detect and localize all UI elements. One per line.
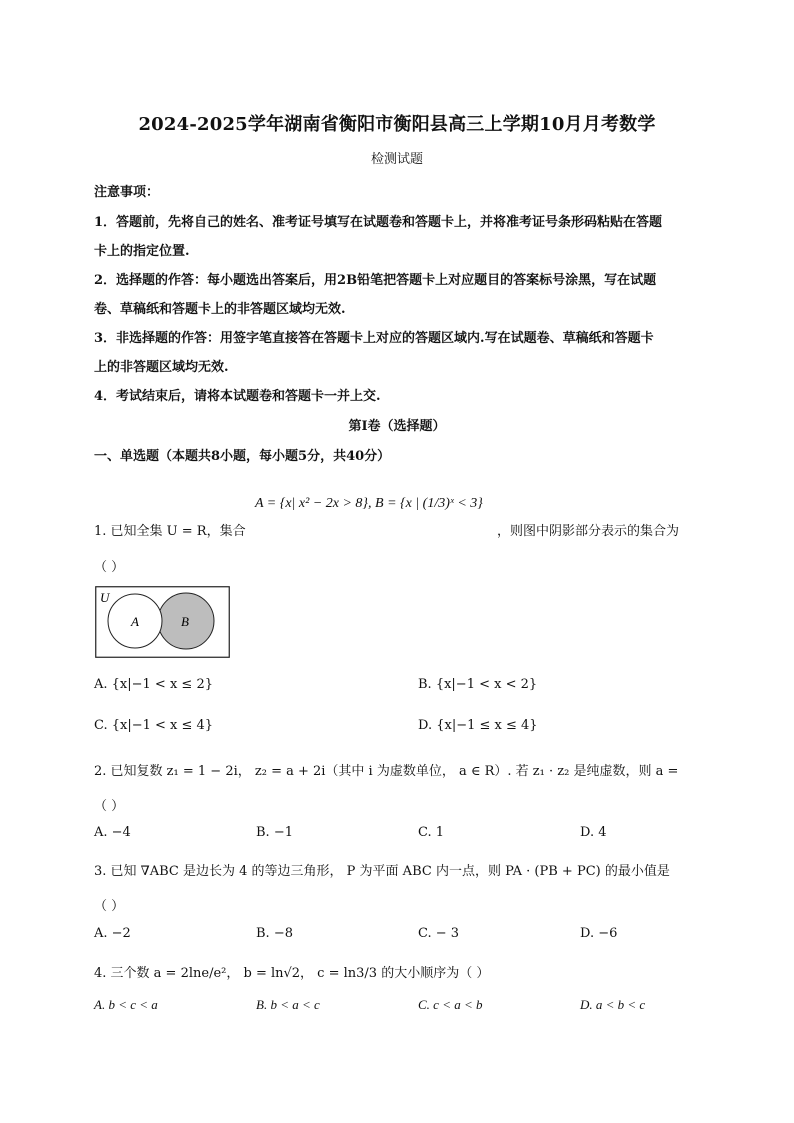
q1-option-c: C. {x|−1 < x ≤ 4}: [94, 718, 214, 733]
q4-stem: 4. 三个数 a = 2lne/e²， b = ln√2， c = ln3/3 的大小顺序为（ ）: [94, 966, 490, 981]
q2-stem: 2. 已知复数 z₁ = 1 − 2i， z₂ = a + 2i（其中 i 为虚数单位， a ∈ R）. 若 z₁ · z₂ 是纯虚数，则 a =: [94, 764, 679, 779]
q3-option-d: D. −6: [580, 926, 618, 941]
q1-option-d: D. {x|−1 ≤ x ≤ 4}: [418, 718, 538, 733]
page-title: 2024-2025学年湖南省衡阳市衡阳县高三上学期10月月考数学: [138, 114, 656, 135]
q3-option-c: C. − 3: [418, 926, 460, 941]
q3-stem: 3. 已知 ∇ABC 是边长为 4 的等边三角形， P 为平面 ABC 内一点，则 PA · (PB + PC) 的最小值是: [94, 864, 670, 879]
note-line-3: 2．选择题的作答：每小题选出答案后，用2B铅笔把答题卡上对应题目的答案标号涂黑，写在试题: [94, 273, 657, 288]
q1-option-a: A. {x|−1 < x ≤ 2}: [94, 677, 213, 692]
note-line-2: 卡上的指定位置.: [94, 244, 190, 259]
venn-label-b: B: [181, 614, 189, 629]
q3-option-a: A. −2: [94, 926, 131, 941]
q2-option-c: C. 1: [418, 825, 445, 840]
note-line-1: 1．答题前，先将自己的姓名、准考证号填写在试题卷和答题卡上，并将准考证号条形码粘贴在答题: [94, 215, 663, 230]
q4-option-d: D. a < b < c: [580, 997, 646, 1012]
q1-stem-suffix: ，则图中阴影部分表示的集合为: [497, 524, 680, 539]
q2-paren: （ ）: [94, 799, 125, 814]
q2-option-d: D. 4: [580, 825, 607, 840]
q1-stem-prefix: 1. 已知全集 U = R，集合: [94, 524, 246, 539]
note-line-6: 上的非答题区域均无效.: [94, 360, 229, 375]
venn-label-u: U: [100, 590, 110, 605]
q4-option-c: C. c < a < b: [418, 997, 483, 1012]
venn-diagram: [95, 586, 230, 658]
note-line-7: 4．考试结束后，请将本试题卷和答题卡一并上交.: [94, 389, 381, 404]
q4-option-b: B. b < a < c: [256, 997, 320, 1012]
q3-paren: （ ）: [94, 899, 125, 914]
q4-option-a: A. b < c < a: [94, 997, 158, 1012]
venn-label-a: A: [131, 614, 139, 629]
note-line-4: 卷、草稿纸和答题卡上的非答题区域均无效.: [94, 302, 346, 317]
q1-option-b: B. {x|−1 < x < 2}: [418, 677, 538, 692]
q3-option-b: B. −8: [256, 926, 293, 941]
q1-set-definition: A = {x| x² − 2x > 8}, B = {x | (1/3)ˣ < 3}: [255, 496, 483, 511]
part-heading: 一、单选题（本题共8小题，每小题5分，共40分）: [94, 449, 391, 464]
section-label: 第Ⅰ卷（选择题）: [348, 419, 446, 434]
q2-option-b: B. −1: [256, 825, 293, 840]
q2-option-a: A. −4: [94, 825, 131, 840]
note-line-5: 3．非选择题的作答：用签字笔直接答在答题卡上对应的答题区域内.写在试题卷、草稿纸和答题卡: [94, 331, 654, 346]
notes-heading: 注意事项：: [94, 185, 160, 200]
q1-paren: （ ）: [94, 560, 125, 575]
page-subtitle: 检测试题: [370, 152, 423, 167]
